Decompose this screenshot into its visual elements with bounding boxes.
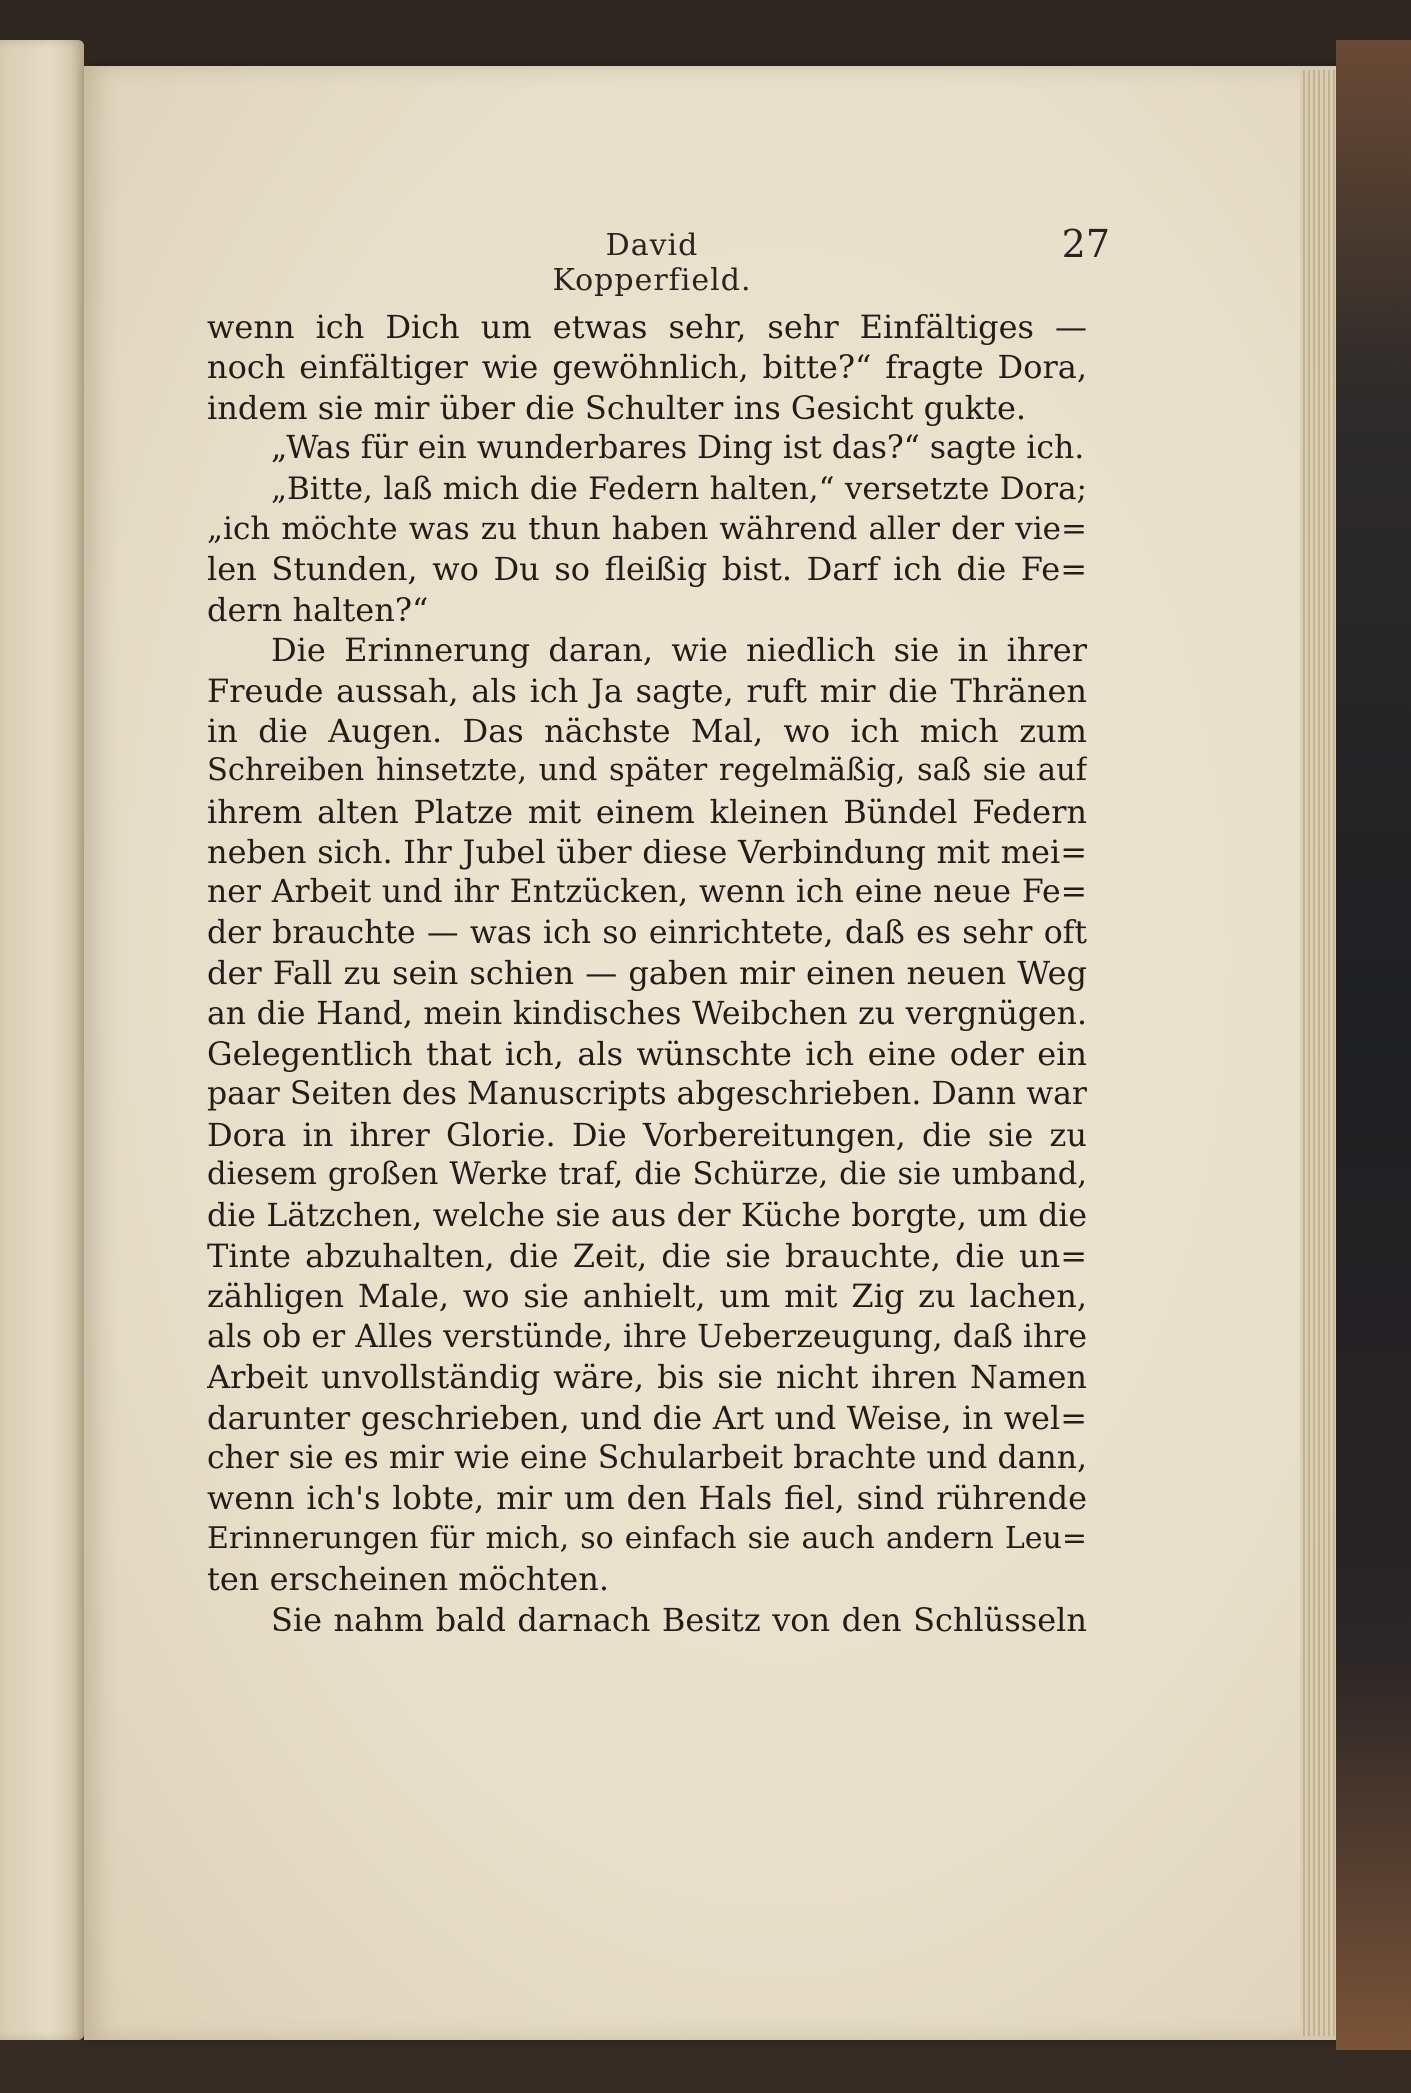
text-line: len Stunden, wo Du so fleißig bist. Darf ich die Fe=	[207, 550, 1087, 589]
text-line: dern halten?“	[207, 590, 429, 629]
text-line: Sie nahm bald darnach Besitz von den Schlüsseln	[271, 1600, 1087, 1639]
text-line: Schreiben hinsetzte, und später regelmäßig, saß sie auf	[207, 753, 1087, 789]
text-line: neben sich. Ihr Jubel über diese Verbindung mit mei=	[207, 833, 1087, 872]
page-stack-edge	[1300, 70, 1336, 2036]
text-line: in die Augen. Das nächste Mal, wo ich mich zum	[207, 711, 1087, 750]
text-line: „Was für ein wunderbares Ding ist das?“ sagte ich.	[271, 430, 1085, 467]
text-line: Arbeit unvollständig wäre, bis sie nicht ihren Namen	[207, 1358, 1087, 1397]
text-line: wenn ich's lobte, mir um den Hals fiel, sind rührende	[207, 1479, 1087, 1518]
text-line: zähligen Male, wo sie anhielt, um mit Zig zu lachen,	[207, 1277, 1087, 1316]
text-line: Gelegentlich that ich, als wünschte ich eine oder ein	[207, 1035, 1087, 1074]
running-title: David Kopperfield.	[552, 228, 752, 298]
text-line: Dora in ihrer Glorie. Die Vorbereitungen, die sie zu	[207, 1115, 1087, 1154]
text-line: als ob er Alles verstünde, ihre Ueberzeugung, daß ihre	[207, 1318, 1087, 1355]
text-line: an die Hand, mein kindisches Weibchen zu vergnügen.	[207, 995, 1087, 1032]
body-text	[207, 307, 1087, 1640]
left-page-edge	[0, 40, 84, 2040]
text-line: „Bitte, laß mich die Federn halten,“ versetzte Dora;	[271, 470, 1087, 507]
text-line: ner Arbeit und ihr Entzücken, wenn ich eine neue Fe=	[207, 874, 1087, 911]
page-number: 27	[1061, 222, 1110, 266]
text-line: Erinnerungen für mich, so einfach sie auch andern Leu=	[207, 1520, 1087, 1556]
text-line: darunter geschrieben, und die Art und Weise, in wel=	[207, 1398, 1087, 1437]
text-line: paar Seiten des Manuscripts abgeschrieben. Dann war	[207, 1076, 1087, 1113]
text-line: „ich möchte was zu thun haben während aller der vie=	[207, 510, 1087, 547]
text-line: noch einfältiger wie gewöhnlich, bitte?“ fragte Dora,	[207, 348, 1087, 387]
text-line: wenn ich Dich um etwas sehr, sehr Einfältiges —	[207, 308, 1087, 346]
text-line: der brauchte — was ich so einrichtete, daß es sehr oft	[207, 914, 1087, 951]
text-line: der Fall zu sein schien — gaben mir einen neuen Weg	[207, 954, 1087, 993]
book-cover-edge	[1336, 40, 1411, 2050]
text-line: cher sie es mir wie eine Schularbeit brachte und dann,	[207, 1439, 1087, 1476]
text-line: Tinte abzuhalten, die Zeit, die sie brauchte, die un=	[207, 1236, 1087, 1275]
text-line: die Lätzchen, welche sie aus der Küche borgte, um die	[207, 1197, 1087, 1234]
text-line: Freude aussah, als ich Ja sagte, ruft mir die Thränen	[207, 671, 1087, 710]
text-line: ihrem alten Platze mit einem kleinen Bündel Federn	[207, 792, 1087, 831]
text-line: ten erscheinen möchten.	[207, 1560, 609, 1599]
text-line: Die Erinnerung daran, wie niedlich sie in ihrer	[271, 631, 1087, 670]
text-line: diesem großen Werke traf, die Schürze, die sie umband,	[207, 1157, 1087, 1193]
text-line: indem sie mir über die Schulter ins Gesicht gukte.	[207, 388, 1027, 427]
